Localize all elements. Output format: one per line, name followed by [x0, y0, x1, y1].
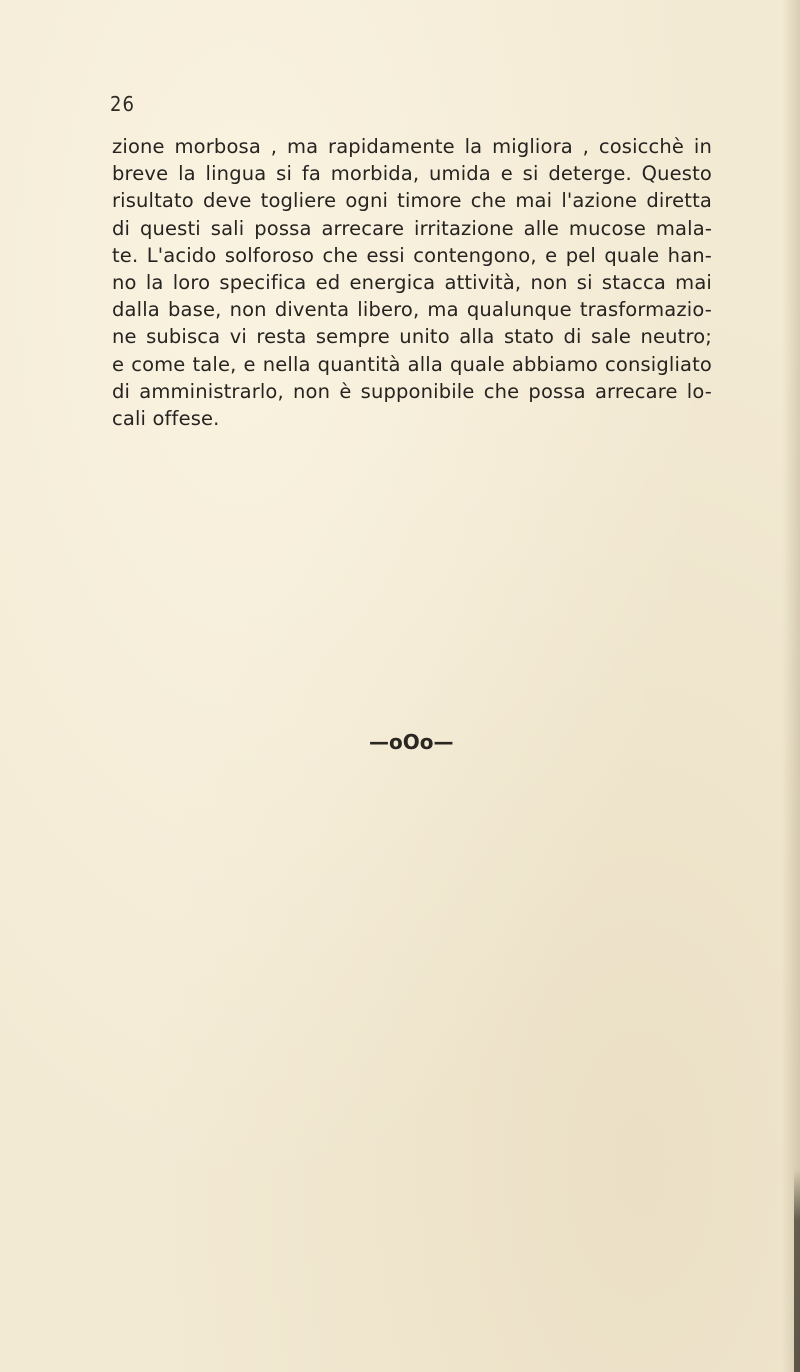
page-number: 26 [110, 92, 135, 116]
text-line: no la loro specifica ed energica attività, non si stacca mai [112, 271, 712, 295]
text-line: e come tale, e nella quantità alla quale abbiamo consigliato [112, 352, 712, 376]
section-separator: —oOo— [369, 730, 454, 754]
text-line: breve la lingua si fa morbida, umida e si deterge. Questo [112, 162, 712, 186]
text-line: dalla base, non diventa libero, ma qualunque trasformazio- [112, 298, 712, 322]
text-line: risultato deve togliere ogni timore che mai l'azione diretta [112, 189, 712, 213]
text-line: te. L'acido solforoso che essi contengono, e pel quale han- [112, 243, 712, 267]
text-line: zione morbosa , ma rapidamente la migliora , cosicchè in [112, 135, 712, 158]
text-line: ne subisca vi resta sempre unito alla stato di sale neutro; [112, 325, 712, 349]
body-paragraph [112, 133, 712, 432]
show-through-texture [150, 460, 770, 1220]
text-line: di amministrarlo, non è supponibile che possa arrecare lo- [112, 379, 712, 403]
page-edge-mark [794, 1170, 800, 1372]
text-line: di questi sali possa arrecare irritazione alle mucose mala- [112, 216, 712, 240]
text-line-last: cali offese. [112, 407, 220, 431]
page-edge-shadow [782, 0, 800, 1372]
